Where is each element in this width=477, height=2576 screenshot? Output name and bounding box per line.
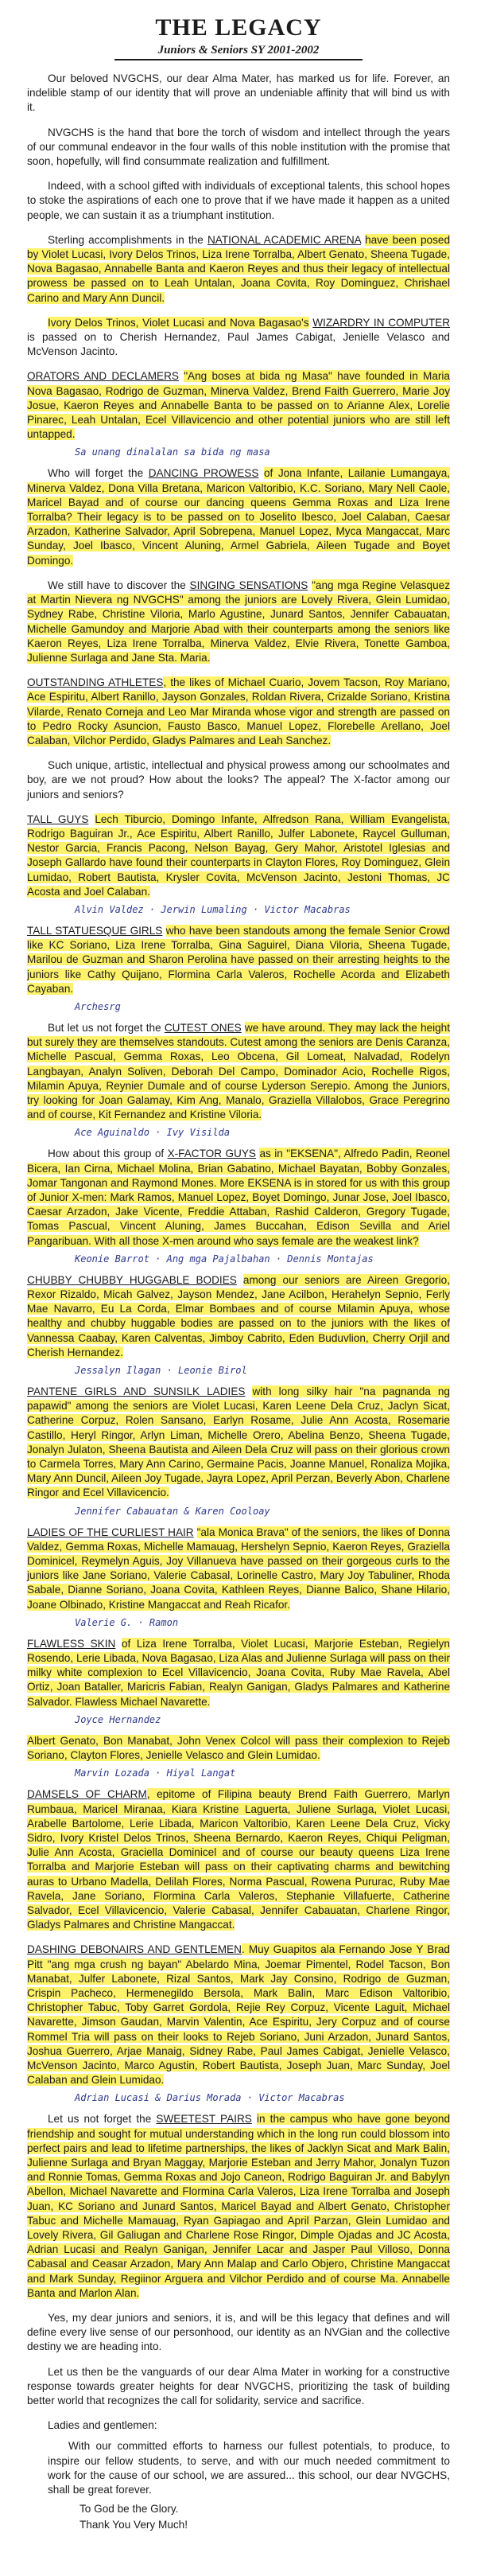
section-body: , the likes of Michael Cuario, Jovem Tacson, Roy Mariano, Ace Espiritu, Albert Ranillo, Jayson Gonzales, Roldan Rivera, Crizalde Soriano, Kristina Vilarde, Renato Corneja and Leo Mar Miranda whose vigor and strength are passed on to Pedro Rocky Asuncion, Fausto Basco, Manuel Lopez, Florebelle Arellano, Joel Calaban, Vilchor Perdido, Gladys Palmares and Leah Sanchez. <box>27 676 450 746</box>
section-tall-statuesque-girls <box>27 924 450 996</box>
section-lead: Sterling accomplishments in the <box>48 233 204 246</box>
handwritten-note: Valerie G. · Ramon <box>75 1616 179 1628</box>
section-heading: OUTSTANDING ATHLETES <box>27 676 164 689</box>
section-wizardry-computer <box>27 316 450 360</box>
section-body: "ala Monica Brava" of the seniors, the likes of Donna Valdez, Gemma Roxas, Michelle Mamauag, Hershelyn Sepnio, Kaeron Reyes, Graziella Dominicel, Reymelyn Aguis, Joy Villanueva have passed on their gorgeous curls to the juniors like Jane Soriano, Valerie Cabasal, Lorinelle Castro, Mary Joy Tabuliner, Rhoda Sabale, Dianne Soriano, Joana Covita, Kathleen Reyes, Dianne Balico, Shane Hilario, Joane Olbinado, Kristine Mangaccat and Reah Ricafor. <box>27 1526 450 1611</box>
section-body: of Liza Irene Torralba, Violet Lucasi, Marjorie Esteban, Regielyn Rosendo, Lerie Libada, Nova Bagasao, Liza Alas and Julienne Surlaga will pass on their milky white complexion to Ecel Villavicencio, Joana Covita, Ruby Mae Ravela, Abel Ortiz, Joan Bataller, Maricris Fabian, Realyn Ganigan, Gladys Palmares and Katherine Salvador. Flawless Michael Navarette. <box>27 1637 450 1708</box>
section-body: with long silky hair "na pagnanda ng papawid" among the seniors are Violet Lucasi, Karen Leene Dela Cruz, Jaclyn Sicat, Catherine Corpuz, Rolen Sansano, Earlyn Rosame, Julie Ann Acosta, Rosemarie Castillo, Heryl Ringor, Arlyn Liman, Michelle Orero, Abelina Benzo, Sheena Tugade, Jonalyn Julaton, Sheena Bautista and Aileen Dela Cruz will pass on their glorious crown to Carmela Torres, Mary Ann Carino, Germaine Pacis, Joanne Manuel, Ronaliza Mojika, Mary Ann Duncil, Aileen Joy Tugade, Jayra Lopez, April Perzan, Beverly Abon, Charlene Ringor and Ecel Villavicencio. <box>27 1385 450 1499</box>
section-body: "ang mga Regine Velasquez at Martin Nievera ng NVGCHS" among the juniors are Lovely Rivera, Glein Lumidao, Sydney Rabe, Christine Viloria, Marlo Agustine, Junard Santos, Jennifer Cabauatan, Michelle Gamundoy and Marjorie Abad with their counterparts among the seniors like Kaeron Reyes, Liza Irene Torralba, Minerva Valdez, Elvie Rivera, Tonette Gamboa, Julienne Surlaga and Jane Sta. Maria. <box>27 579 451 664</box>
section-complexion <box>27 1734 450 1763</box>
section-flawless-skin <box>27 1637 450 1709</box>
section-heading: NATIONAL ACADEMIC ARENA <box>207 233 361 246</box>
section-outstanding-athletes <box>27 676 450 748</box>
section-tall-guys <box>27 813 450 899</box>
sign-off-line-1: To God be the Glory. <box>80 2503 179 2516</box>
section-body: in the campus who have gone beyond friendship and sought for mutual understanding which in the long run could blossom into perfect pairs and lead to lifetime partnerships, the likes of Jacklyn Sicat and Mark Balin, Julienne Surlaga and Bryan Maggay, Marjorie Esteban and Jerry Mahor, Jonalyn Tuzon and Ronnie Tomas, Gemma Roxas and Jojo Caneon, Rodrigo Baguiran Jr. and Babylyn Abellon, Michael Navarette and Flormina Carla Valeros, Liza Irene Torralba and Joseph Juan, KC Soriano and Junard Santos, Maricel Bayad and Albert Genato, Christopher Tabuc and Michelle Mamauag, Ryan Gapiagao and April Parzan, Glein Lumidao and Lovely Rivera, Gil Galiugan and Charlene Rose Ringor, Dimple Ojadas and JC Acosta, Adrian Lucasi and Realyn Ganigan, Jennifer Lacar and Jasper Paul Villoso, Donna Cabasal and Ceasar Arzadon, Mary Ann Malap and Carlo Objero, Christine Mangaccat and Mark Sunday, Regiinor Arguera and Vilchor Perdido and of course Ma. Annabelle Banta and Marlon Alan. <box>27 2113 450 2299</box>
section-body: of Jona Infante, Lailanie Lumangaya, Minerva Valdez, Dona Villa Bretana, Maricon Valtoribio, K.C. Soriano, Mary Nell Caole, Maricel Bayad and of course our dancing queens Gemma Roxas and Liza Irene Torralba? Their legacy is to be passed on to Joselito Ibesco, Joel Calaban, Caesar Arzadon, Katherine Salvador, April Sobrepena, Manuel Lopez, Myca Mangaccat, Marc Sunday, Joel Ibasco, Vincent Aluning, Armel Gabriela, Aileen Tugade and Boyet Domingo. <box>27 467 451 567</box>
section-chubby-bodies <box>27 1273 450 1360</box>
section-lead: Let us not forget the <box>48 2113 152 2126</box>
section-x-factor-guys <box>27 1147 450 1248</box>
section-dashing-debonairs <box>27 1943 450 2087</box>
intro-paragraph-1: Our beloved NVGCHS, our dear Alma Mater, has marked us for life. Forever, an indelible stamp of our identity that will prove an undeniable affinity that will bind us with it. <box>27 72 450 114</box>
section-damsels-of-charm <box>27 1787 450 1932</box>
closing-paragraph-1: Yes, my dear juniors and seniors, it is, and will be this legacy that defines and will define every live sense of our personhood, our identity as an NVGian and the collective destiny we are heading into. <box>27 2312 450 2353</box>
address-greeting: Ladies and gentlemen: <box>48 2419 157 2432</box>
section-dancing-prowess <box>27 466 450 567</box>
intro-paragraph-2: NVGCHS is the hand that bore the torch of wisdom and intellect through the years of our communal endeavor in the four walls of this noble institution with the promise that soon, hopefully, will find consummate realization and fulfillment. <box>27 126 450 168</box>
page-subtitle: Juniors & Seniors SY 2001-2002 <box>157 44 320 57</box>
section-body: . Muy Guapitos ala Fernando Jose Y Brad Pitt "ang mga crush ng bayan" Abelardo Mina, Joemar Pimentel, Rodel Tacson, Bon Manabat, Julfer Labonete, Rizal Santos, Mark Jay Consino, Rodrigo de Guzman, Crispin Pacheco, Hermenegildo Bersola, Mark Balin, Marc Edison Valtoribio, Christopher Tabuc, Toby Garret Gordola, Rejie Rey Corpuz, Vicente Laguit, Michael Navarette, Jimson Gaudan, Marvin Valentin, Ace Espiritu, Jery Corpuz and of course Rommel Tria will pass on their looks to Rejeb Soriano, Juni Arzadon, Junard Santos, Joshua Guerrero, Arjae Manaig, Sidney Rabe, Paul James Cabigat, Jenielle Velasco, McVenson Jacinto, Marco Agustin, Robert Bautista, Joseph Juan, Marc Sunday, Joel Calaban and Glein Lumidao. <box>27 1943 450 2087</box>
section-heading: PANTENE GIRLS AND SUNSILK LADIES <box>27 1385 246 1398</box>
section-singing-sensations <box>27 579 450 665</box>
section-lead: But let us not forget the <box>48 1021 161 1034</box>
section-body: Such unique, artistic, intellectual and physical prowess among our schoolmates and boy, are we not proud? How about the looks? The appeal? The X-factor among our juniors and seniors? <box>27 759 450 801</box>
section-unique-prowess <box>27 758 450 802</box>
section-lead: Ivory Delos Trinos, Violet Lucasi and Nova Bagasao's <box>48 316 309 329</box>
section-heading: DASHING DEBONAIRS AND GENTLEMEN <box>27 1943 242 1956</box>
section-body: , epitome of Filipina beauty Brend Faith Guerrero, Marlyn Rumbaua, Maricel Miranaa, Kiara Kristine Laguerta, Juliene Surlaga, Violet Lucasi, Arabelle Bartolome, Lerie Libada, Maricon Valtoribio, Karen Leene Dela Cruz, Vicky Sidro, Ivory Kristel Delos Trinos, Sheena Bernardo, Kaeron Reyes, Chiqui Peligman, Julie Ann Acosta, Graciella Dominicel and of course our beauty queens Liza Irene Torralba and Marjorie Esteban will pass on their captivating charms and bewitching auras to Urbano Madella, Delilah Flores, Norma Pascual, Rowena Pururac, Ruby Mae Ravela, Jane Soriano, Flormina Carla Valeros, Stephanie Villafuerte, Catherine Salvador, Ecel Villavicencio, Valerie Cabasal, Jennifer Cabauatan, Charlene Ringor, Gladys Palmares and Christine Mangaccat. <box>27 1788 450 1931</box>
section-body: have been posed by Violet Lucasi, Ivory Delos Trinos, Liza Irene Torralba, Albert Genato, Sheena Tugade, Nova Bagasao, Annabelle Banta and Kaeron Reyes and thus their legacy of intellectual prowess be passed on to Leah Untalan, Joana Covita, Roy Dominguez, Chrishael Carino and Mary Ann Duncil. <box>27 233 451 304</box>
section-orators <box>27 369 450 442</box>
section-body: is passed on to Cherish Hernandez, Paul James Cabigat, Jenielle Velasco and McVenson Jacinto. <box>27 331 450 358</box>
title-underline <box>114 59 363 60</box>
handwritten-note: Jennifer Cabauatan & Karen Cooloay <box>75 1505 270 1517</box>
section-sweetest-pairs <box>27 2112 450 2301</box>
section-heading: SINGING SENSATIONS <box>189 579 308 591</box>
intro-paragraph-3: Indeed, with a school gifted with individuals of exceptional talents, this school hopes to stoke the aspirations of each one to prove that if we have made it happen as a united people, we can sustain it as a triumphant institution. <box>27 180 450 221</box>
sign-off <box>80 2502 450 2532</box>
section-heading: X-FACTOR GUYS <box>167 1148 257 1160</box>
handwritten-note: Jessalyn Ilagan · Leonie Birol <box>75 1365 247 1377</box>
section-body: as in "EKSENA", Alfredo Padin, Reonel Bicera, Ian Cirna, Michael Molina, Brian Gabatino, Michael Bayatan, Bobby Gonzales, Jomar Tangonan and Raymond Mones. More EKSENA is in stored for us with this group of Junior X-men: Mark Ramos, Manuel Lopez, Boyet Domingo, Junar Jose, Joel Ibasco, Caesar Arzadon, Jake Vicente, Freddie Attaban, Rashid Calderon, Gregory Tugade, Tomas Pascual, Vincent Aluning, James Buccahan, Edison Sevilla and Ariel Pangaribuan. With all those X-men around who says female are the weakest link? <box>27 1148 451 1247</box>
section-heading: WIZARDRY IN COMPUTER <box>312 316 451 329</box>
handwritten-note: Adrian Lucasi & Darius Morada · Victor Macabras <box>75 2092 345 2104</box>
sign-off-line-2: Thank You Very Much! <box>80 2519 188 2531</box>
section-body: we have around. They may lack the height but surely they are themselves standouts. Cutest among the seniors are Denis Caranza, Michelle Pascual, Gemma Roxas, Leo Obcena, Gil Lomeat, Nalvadad, Rodelyn Langbayan, Analyn Soliven, Deborah Del Campo, Dominador Acio, Rochelle Rigos, Milamin Apuya, Reynier Dumale and of course Lyderson Serepio. Among the Juniors, try looking for Joan Galamay, Kim Ang, Manalo, Graziella Villalobos, Grace Peregrino and of course, Kit Fernandez and Kristine Viloria. <box>27 1021 451 1121</box>
handwritten-note: Joyce Hernandez <box>75 1713 161 1725</box>
section-lead: How about this group of <box>48 1148 165 1160</box>
handwritten-note: Archesrg <box>75 1000 121 1012</box>
section-heading: DAMSELS OF CHARM <box>27 1788 147 1801</box>
section-pantene-girls <box>27 1385 450 1501</box>
page-title: THE LEGACY <box>155 14 322 41</box>
section-national-academic <box>27 233 450 306</box>
handwritten-note: Keonie Barrot · Ang mga Pajalbahan · Dennis Montajas <box>75 1253 374 1265</box>
section-body: among our seniors are Aireen Gregorio, Rexor Rizaldo, Micah Galvez, Jayson Mendez, Jane Acilbon, Herahelyn Sepnio, Ferly Mae Navarro, Eu La Corda, Elmar Bombaes and of course Milamin Apuya, whose healthy and chubby huggable bodies are passed on to the juniors with the likes of Vannessa Caabay, Karen Calventas, Jimboy Cabrito, Eden Buduvlion, Cherry Orjil and Cherish Hernandez. <box>27 1273 450 1358</box>
section-heading: CHUBBY CHUBBY HUGGABLE BODIES <box>27 1273 237 1286</box>
section-heading: TALL STATUESQUE GIRLS <box>27 924 163 937</box>
section-lead: Who will forget the <box>48 467 144 480</box>
section-heading: FLAWLESS SKIN <box>27 1637 116 1650</box>
section-curliest-hair <box>27 1526 450 1612</box>
address-text: With our committed efforts to harness our fullest potentials, to produce, to inspire our fellow students, to serve, and with our much needed commitment to work for the cause of our school, we are assured... this school, our dear NVGCHS, shall be great forever. <box>48 2440 450 2496</box>
handwritten-note: Sa unang dinalalan sa bida ng masa <box>75 446 270 458</box>
section-body: who have been standouts among the female Senior Crowd like KC Soriano, Liza Irene Torralba, Gina Saguirel, Diana Viloria, Sheena Tugade, Marilou de Guzman and Sharon Perolina have passed on their arresting heights to the juniors like Cathy Quijano, Flormina Carla Valeros, Rochelle Acorda and Elizabeth Cayaban. <box>27 924 450 995</box>
section-heading: ORATORS AND DECLAMERS <box>27 370 179 383</box>
closing-paragraph-2: Let us then be the vanguards of our dear Alma Mater in working for a constructive response towards greater heights for dear NVGCHS, prioritizing the task of building better world that recognizes the call for solidarity, service and sacrifice. <box>27 2365 450 2407</box>
section-heading: SWEETEST PAIRS <box>156 2113 252 2126</box>
handwritten-note: Alvin Valdez · Jerwin Lumaling · Victor Macabras <box>75 903 351 915</box>
section-body: Lech Tiburcio, Domingo Infante, Alfredson Rana, William Evangelista, Rodrigo Baguiran Jr., Ace Espiritu, Albert Ranillo, Julfer Labonete, Raycel Gulluman, Nestor Garcia, Francis Pacong, Nelson Bayag, Gery Mahor, Aristotel Iglesias and Joseph Gallardo have found their counterparts in Clayton Flores, Roy Dominguez, Glein Lumidao, Robert Bautista, Krysler Covita, McVenson Jacinto, Jestoni Thomas, JC Acosta and Joel Calaban. <box>27 813 451 898</box>
section-heading: CUTEST ONES <box>164 1021 242 1034</box>
section-body: "Ang boses at bida ng Masa" have founded in Maria Nova Bagasao, Rodrigo de Guzman, Minerva Valdez, Brend Faith Guerrero, Marie Joy Josue, Kaeron Reyes and Annabelle Banta to be passed on to Arianne Alex, Lorelie Pinarec, Leah Untalan, Ecel Villavicencio and other potential juniors who are still left untapped. <box>27 370 450 441</box>
section-heading: DANCING PROWESS <box>148 467 259 480</box>
section-lead: We still have to discover the <box>48 579 186 591</box>
section-heading: LADIES OF THE CURLIEST HAIR <box>27 1526 194 1538</box>
address-block <box>48 2418 450 2532</box>
section-body: Albert Genato, Bon Manabat, John Venex Colcol will pass their complexion to Rejeb Soriano, Clayton Flores, Jenielle Velasco and Glein Lumidao. <box>27 1734 450 1762</box>
handwritten-note: Ace Aguinaldo · Ivy Visilda <box>75 1127 231 1139</box>
section-cutest-ones <box>27 1021 450 1122</box>
section-heading: TALL GUYS <box>27 813 89 825</box>
header <box>27 14 450 60</box>
handwritten-note: Marvin Lozada · Hiyal Langat <box>75 1767 236 1779</box>
